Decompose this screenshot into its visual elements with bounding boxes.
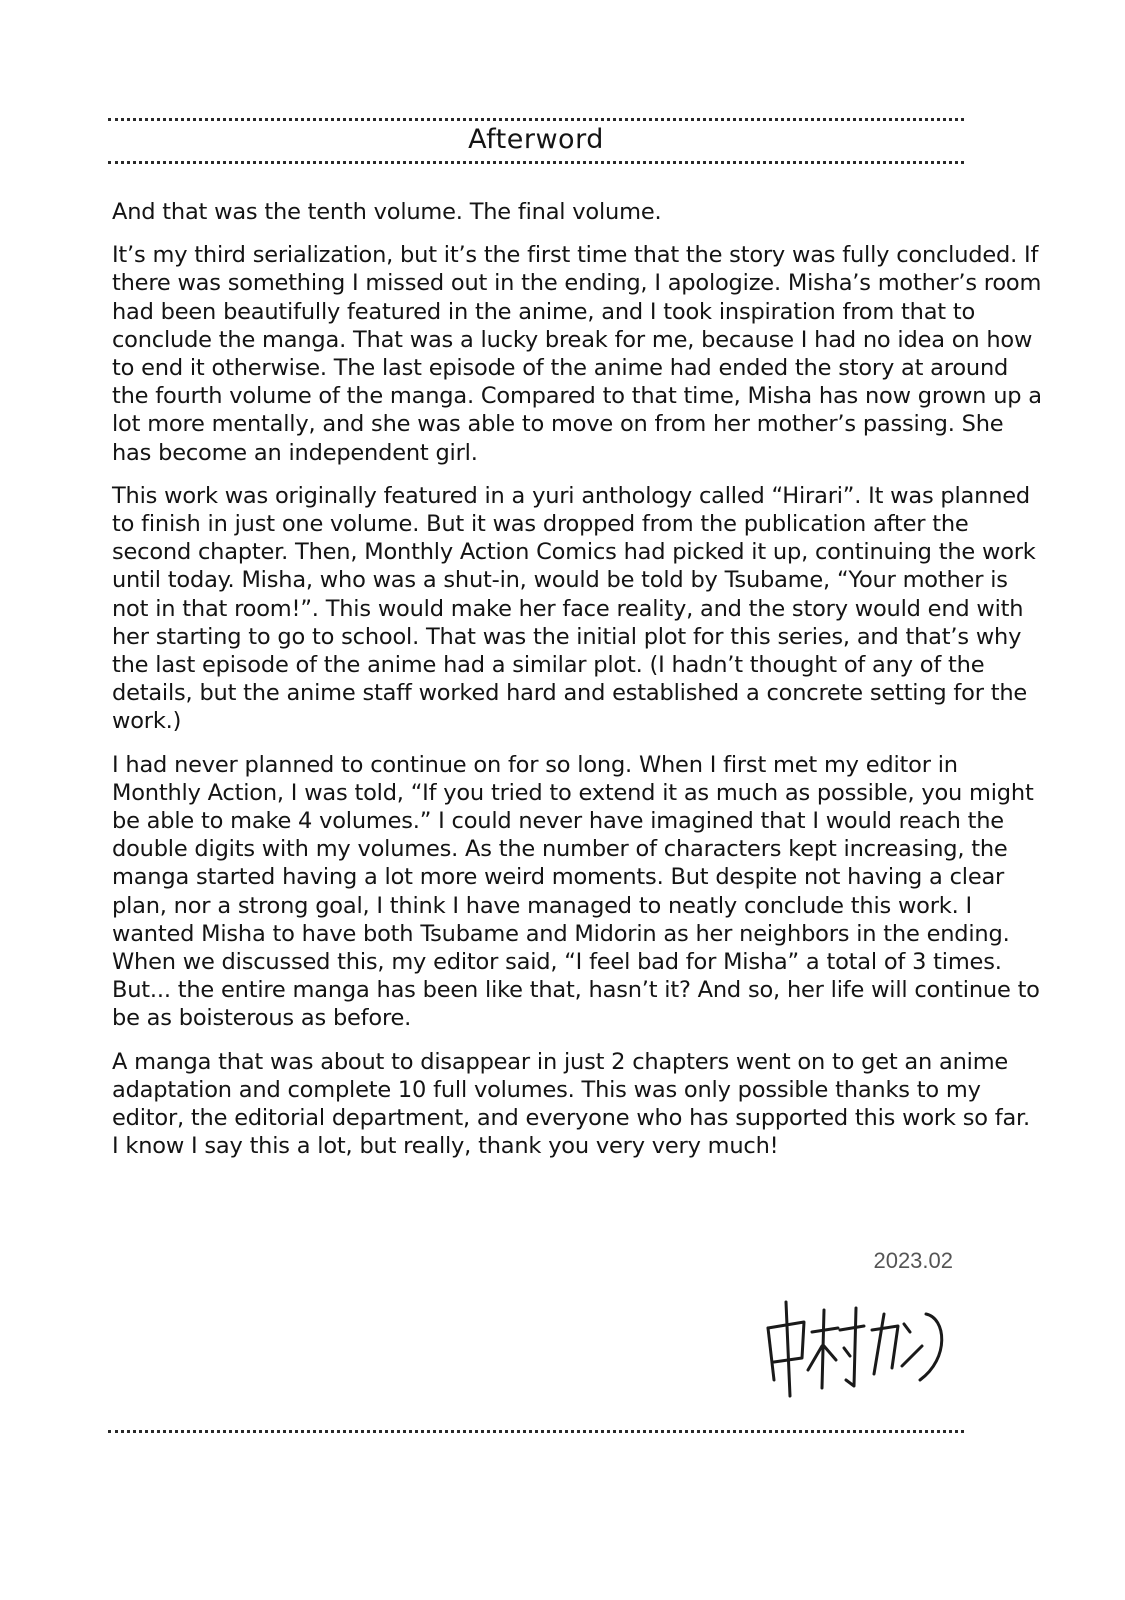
title-dotted-divider xyxy=(108,161,964,164)
paragraph-5: A manga that was about to disappear in just 2 chapters went on to get an anime adaptation and complete 10 full volumes. This was only possible thanks to my editor, the editorial department, and everyone who has supported this work so far. I know I say this a lot, but really, thank you very very much! xyxy=(112,1048,1030,1160)
paragraph-2: It’s my third serialization, but it’s the first time that the story was fully concluded. If there was something I missed out in the ending, I apologize. Misha’s mother’s room had been beautifully featured in the anime, and I took inspiration from that to conclude the manga. That was a lucky break for me, because I had no idea on how to end it otherwise. The last episode of the anime had ended the story at around the fourth volume of the manga. Compared to that time, Misha has now grown up a lot more mentally, and she was able to move on from her mother’s passing. She has become an independent girl. xyxy=(112,242,1042,466)
bottom-dotted-divider xyxy=(108,1430,964,1433)
page-title: Afterword xyxy=(468,124,604,155)
paragraph-1: And that was the tenth volume. The final volume. xyxy=(112,199,662,225)
paragraph-4: I had never planned to continue on for so long. When I first met my editor in Monthly Action, I was told, “If you tried to extend it as much as possible, you might be able to make 4 volumes.” I could never have imagined that I would reach the double digits with my volumes. As the number of characters kept increasing, the manga started having a lot more weird moments. But despite not having a clear plan, nor a strong goal, I think I have managed to neatly conclude this work. I wanted Misha to have both Tsubame and Midorin as her neighbors in the ending. When we discussed this, my editor said, “I feel bad for Misha” a total of 3 times. But... the entire manga has been like that, hasn’t it? And so, her life will continue to be as boisterous as before. xyxy=(112,751,1040,1032)
afterword-body xyxy=(112,198,1042,1161)
author-signature xyxy=(760,1288,950,1400)
paragraph-3: This work was originally featured in a yuri anthology called “Hirari”. It was planned to finish in just one volume. But it was dropped from the publication after the second chapter. Then, Monthly Action Comics had picked it up, continuing the work until today. Misha, who was a shut-in, would be told by Tsubame, “Your mother is not in that room!”. This would make her face reality, and the story would end with her starting to go to school. That was the initial plot for this series, and that’s why the last episode of the anime had a similar plot. (I hadn’t thought of any of the details, but the anime staff worked hard and established a concrete setting for the work.) xyxy=(112,482,1036,735)
date-stamp: 2023.02 xyxy=(873,1248,953,1273)
